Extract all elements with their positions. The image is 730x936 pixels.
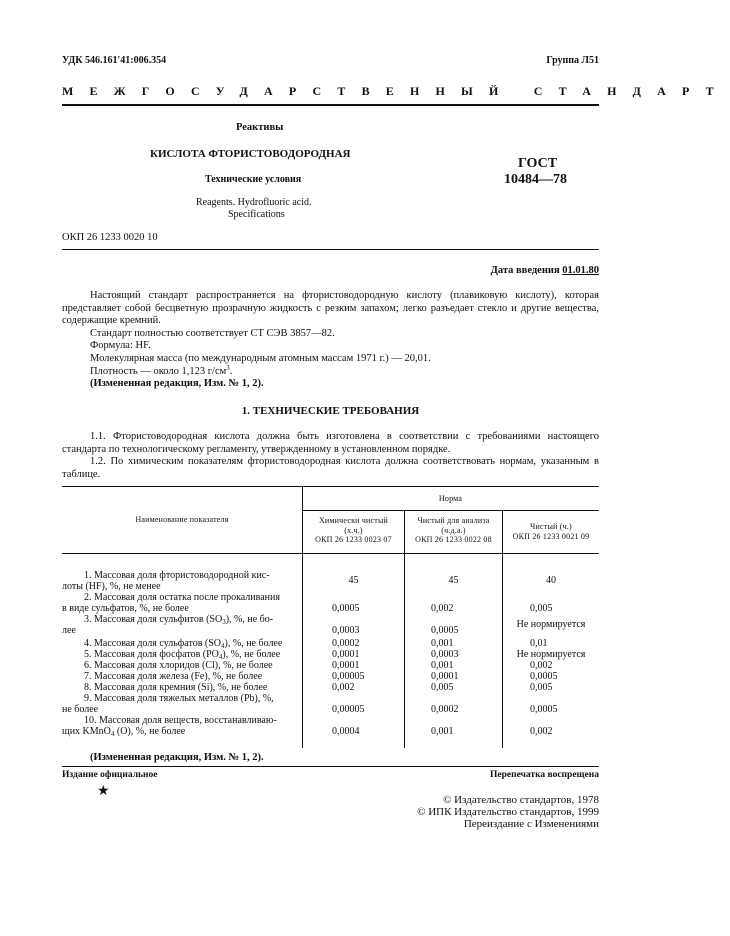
table-cell: 0,001	[431, 726, 454, 737]
table-cell: 0,0005	[530, 704, 558, 715]
amendment-note: (Измененная редакция, Изм. № 1, 2).	[90, 378, 264, 390]
section-body	[62, 431, 599, 481]
group-code: Группа Л51	[546, 55, 599, 66]
table-cell: 0,0005	[332, 603, 360, 614]
table-cell: 40	[546, 575, 556, 586]
copyright-1978: © Издательство стандартов, 1978	[443, 794, 599, 806]
gost-label: ГОСТ	[518, 156, 558, 171]
table-cell: 45	[448, 575, 459, 586]
sev-compliance: Стандарт полностью соответствует СТ СЭВ 3857—82.	[90, 327, 335, 339]
column-header-grade-1: Химически чистый (х.ч.) ОКП 26 1233 0023 07	[315, 516, 392, 544]
table-cell: 0,001	[431, 660, 454, 671]
intro-date	[491, 265, 599, 276]
table-cell: 0,002	[530, 726, 553, 737]
table-row-label: 9. Массовая доля тяжелых металлов (Pb), %, не более	[62, 693, 274, 715]
document-subtitle: Технические условия	[205, 174, 302, 185]
table-cell: 0,0003	[431, 649, 459, 660]
column-header-norma: Норма	[438, 494, 463, 503]
table-row-label: 2. Массовая доля остатка после прокаливания в виде сульфатов, %, не более	[62, 592, 280, 614]
footer-divider	[62, 766, 599, 767]
table-cell: 0,0001	[332, 649, 360, 660]
table-row-label: 6. Массовая доля хлоридов (Cl), %, не более	[84, 660, 273, 671]
category-label: Реактивы	[236, 122, 284, 133]
table-cell: 0,0001	[431, 671, 459, 682]
column-header-name: Наименование показателя	[135, 515, 229, 524]
table-row-label: 3. Массовая доля сульфитов $(SO_3)$, %, не бо- лее	[62, 614, 274, 636]
star-icon: ★	[97, 784, 110, 799]
table-cell: 0,002	[530, 660, 553, 671]
section-heading: 1. ТЕХНИЧЕСКИЕ ТРЕБОВАНИЯ	[241, 405, 420, 417]
table-row-label: 4. Массовая доля сульфатов $(SO_4)$, %, не более	[84, 638, 283, 650]
table-cell: 0,002	[431, 603, 454, 614]
top-divider	[62, 104, 599, 106]
no-reprint: Перепечатка воспрещена	[489, 770, 599, 780]
molecular-mass: Молекулярная масса (по международным атомным массам 1971 г.) — 20,01.	[90, 352, 431, 364]
table-cell: 0,005	[530, 603, 553, 614]
title-divider	[62, 249, 599, 250]
table-cell: 45	[348, 575, 359, 586]
table-row-label: 5. Массовая доля фосфатов $(PO_4)$, %, не более	[84, 649, 281, 661]
density: Плотность — около 1,123 $г/см^3$.	[90, 363, 233, 377]
formula: Формула: HF.	[90, 340, 151, 352]
table-cell: 0,0002	[332, 638, 360, 649]
official-edition: Издание официальное	[62, 770, 158, 780]
table-row-label: 10. Массовая доля веществ, восстанавливаю- щих KMnO$_4$ (O), %, не более	[62, 715, 277, 738]
reissue-note: Переиздание с Изменениями	[463, 818, 599, 830]
table-row-label: 7. Массовая доля железа (Fe), %, не более	[84, 671, 263, 682]
clause-1-1: 1.1. Фтористоводородная кислота должна быть изготовлена в соответствии с требованиями настоящего стандарта по технологическому регламенту, утвержденному в установленном порядке.	[62, 431, 599, 455]
table-cell: 0,005	[530, 682, 553, 693]
table-cell: 0,0005	[431, 625, 459, 636]
okp-code: ОКП 26 1233 0020 10	[62, 232, 158, 243]
table-cell: 0,005	[431, 682, 454, 693]
table-row-label: 1. Массовая доля фтористоводородной кис- лоты (HF), %, не менее	[62, 570, 270, 592]
table-cell: 0,0004	[332, 726, 360, 737]
column-header-grade-3: Чистый (ч.) ОКП 26 1233 0021 09	[512, 522, 590, 541]
clause-1-2: 1.2. По химическим показателям фтористоводородная кислота должна соответствовать нормам, указанным в таблице.	[62, 456, 599, 480]
table-cell: 0,002	[332, 682, 355, 693]
gost-number: 10484—78	[504, 172, 567, 187]
document-title: КИСЛОТА ФТОРИСТОВОДОРОДНАЯ	[150, 148, 351, 160]
chemical-indicators-table	[62, 486, 599, 748]
table-cell: 0,0002	[431, 704, 459, 715]
table-row-label: 8. Массовая доля кремния (Si), %, не более	[84, 682, 268, 693]
table-cell: 0,0005	[530, 671, 558, 682]
copyright-1999: © ИПК Издательство стандартов, 1999	[417, 806, 599, 818]
table-cell: Не нормируется	[516, 649, 586, 660]
table-cell: 0,01	[530, 638, 548, 649]
intro-date-label: Дата введения	[490, 265, 560, 276]
table-cell: 0,00005	[332, 704, 365, 715]
english-subtitle: Specifications	[228, 209, 285, 220]
intro-section	[62, 290, 599, 391]
table-cell: 0,0001	[332, 660, 360, 671]
table-cell: 0,00005	[332, 671, 365, 682]
column-header-grade-2: Чистый для анализа (ч.д.а.) ОКП 26 1233 0022 08	[415, 516, 492, 544]
intro-paragraph: Настоящий стандарт распространяется на фтористоводородную кислоту (плавиковую кислоту), которая представляет собой бесцветную прозрачную жидкость с резким запахом; легко разъедает стекло и другие вещества, содержащие кремний.	[62, 290, 599, 327]
english-title: Reagents. Hydrofluoric acid.	[196, 197, 312, 208]
table-cell: Не нормируется	[516, 619, 586, 630]
interstate-standard-banner: МЕЖГОСУДАРСТВЕННЫЙ СТАНДАРТ	[62, 84, 730, 98]
intro-date-value: 01.01.80	[562, 265, 599, 276]
udk-code: УДК 546.161'41:006.354	[62, 55, 167, 66]
table-cell: 0,001	[431, 638, 454, 649]
table-cell: 0,0003	[332, 625, 360, 636]
table-amendment-note: (Измененная редакция, Изм. № 1, 2).	[90, 752, 264, 763]
